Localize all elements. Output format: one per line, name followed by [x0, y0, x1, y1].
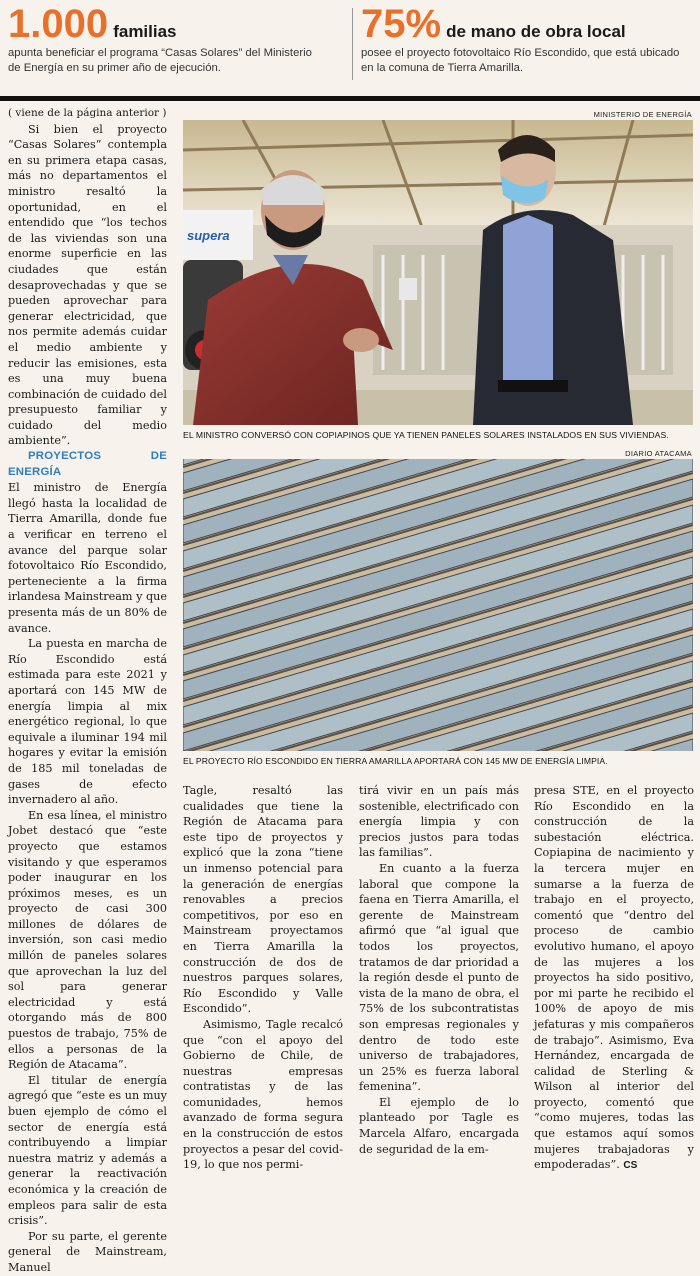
paragraph: presa STE, en el proyecto Río Escondido en la construcción de la subestación eléctrica. Copiapina de nacimiento y la tercera mujer en sumarse a la fuerza de trabajo en el proyecto, comentó que “dentro del proceso de cambio evolutivo humano, el apoyo de las mujeres a los proyectos ha sido positivo, por mi parte he recibido el 100% de apoyo de mis jefaturas y mis compañeros de trabajo”. Asimismo, Eva Hernández, encargada de calidad de Sterling & Wilson al interior del proyecto, comentó que “como mujeres, todas las que estamos aquí somos mujeres trabajadoras y empoderadas”. CS [534, 784, 694, 1172]
photo-caption: EL PROYECTO RÍO ESCONDIDO EN TIERRA AMARILLA APORTARÁ CON 145 MW DE ENERGÍA LIMPIA. [183, 756, 608, 766]
article-column-4 [534, 783, 694, 1174]
photo-credit: DIARIO ATACAMA [625, 449, 692, 458]
paragraph: Tagle, resaltó las cualidades que tiene la Región de Atacama para este tipo de proyectos y explicó que la zona “tiene un inmenso potencial para la generación de energías renovables a precios competitivos, por eso en Mainstream proyectamos en Tierra Amarilla la construcción de dos de nuestros parques solares, Río Escondido y Valle Escondido”. [183, 784, 343, 1016]
paragraph: Si bien el proyecto “Casas Solares” contempla en su primera etapa casas, más no departamentos el ministro resaltó la oportunidad, en el entendido que “los techos de las viviendas son una enorme superficie en las ciudades que están desaprovechadas y que se pueden aprovechar para generar electricidad, que nos permite además cuidar el medio ambiente y reducir las emisiones, esta es una muy buena combinación de cuidado del presupuesto familiar y cuidado del medio ambiente”. [8, 122, 167, 448]
paragraph: tirá vivir en un país más sostenible, electrificado con energía limpia y con precios justos para todas las familias”. [359, 784, 519, 860]
photo-credit: MINISTERIO DE ENERGÍA [593, 110, 692, 119]
stat-number: 75% [361, 2, 442, 46]
continued-note: ( viene de la página anterior ) [8, 107, 167, 119]
paragraph: En cuanto a la fuerza laboral que compone la faena en Tierra Amarilla, el gerente de Mainstream afirmó que “al igual que todos los proyectos, tratamos de dar prioridad a la región desde el punto de vista de la mano de obra, el 75% de los subcontratistas son empresas regionales y dentro de todo este universo de trabajadores, un 25% es fuerza laboral femenina”. [359, 861, 519, 1094]
stat-description: posee el proyecto fotovoltaico Río Escondido, que está ubicado en la comuna de Tierra Amarilla. [361, 47, 680, 74]
article-column-1 [8, 106, 167, 1276]
article-column-2 [183, 783, 343, 1173]
paragraph: Por su parte, el gerente general de Mainstream, Manuel [8, 1229, 167, 1274]
photo-solar-park [183, 459, 693, 751]
stat-label: de mano de obra local [446, 22, 626, 41]
paragraph: El ejemplo de lo planteado por Tagle es Marcela Alfaro, encargada de seguridad de la em- [359, 1095, 519, 1156]
stat-label: familias [113, 22, 177, 41]
stat-number: 1.000 [8, 2, 109, 46]
stat-description: apunta beneficiar el programa “Casas Solares” del Ministerio de Energía en su primer año de ejecución. [8, 47, 312, 74]
top-rule [0, 96, 700, 101]
stat-local-labor [361, 4, 693, 76]
header-divider [352, 8, 353, 80]
paragraph: Asimismo, Tagle recalcó que “con el apoyo del Gobierno de Chile, de nuestras empresas contratistas y de las comunidades, hemos avanzado de forma segura en la construcción de estos proyectos a pesar del covid-19, lo que nos permi- [183, 1017, 343, 1172]
stat-families [8, 4, 348, 76]
paragraph: En esa línea, el ministro Jobet destacó que “este proyecto que estamos visitando y que esperamos poder inaugurar en los próximos meses, es un proyecto de casi 300 millones de dólares de inversión, son casi medio millón de paneles solares que aprovechan la luz del sol para generar electricidad y está otorgando más de 800 puestos de trabajo, 75% de ellos a personas de la Región de Atacama”. [8, 808, 167, 1072]
sign-text: supera [187, 228, 230, 243]
end-mark: CS [623, 1160, 638, 1172]
paragraph: El titular de energía agregó que “este es un muy buen ejemplo de cómo el sector de energía está contribuyendo a limpiar nuestra matriz y además a generar la reactivación económica y la creación de empleos para salir de esta crisis”. [8, 1073, 167, 1228]
paragraph: La puesta en marcha de Río Escondido está estimada para este 2021 y aportará con 145 MW de energía limpia al mix energético regional, lo que equivale a iluminar 194 mil hogares y evitar la emisión de 185 mil toneladas de gases de efecto invernadero al año. [8, 637, 167, 807]
subheading: PROYECTOS DE ENERGÍA [8, 450, 167, 478]
photo-minister [183, 120, 693, 425]
article-column-3 [359, 783, 519, 1157]
paragraph: El ministro de Energía llegó hasta la localidad de Tierra Amarilla, donde fue a verificar en terreno el avance del parque solar fotovoltaico Río Escondido, perteneciente a la firma irlandesa Mainstream y que presenta más de un 80% de avance. [8, 481, 167, 635]
photo-caption: EL MINISTRO CONVERSÓ CON COPIAPINOS QUE YA TIENEN PANELES SOLARES INSTALADOS EN SUS VIVIENDAS. [183, 430, 669, 440]
